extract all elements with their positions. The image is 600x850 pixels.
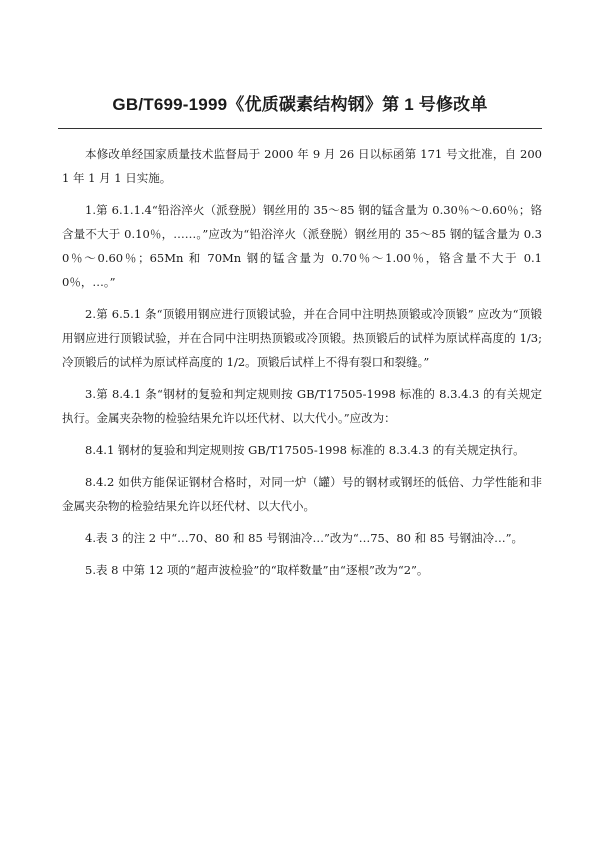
clause-8-4-2: 8.4.2 如供方能保证钢材合格时，对同一炉（罐）号的钢材或钢坯的低倍、力学性能和非金属夹杂物的检验结果允许以坯代材、以大代小。	[62, 475, 542, 513]
amendment-item-1: 1.第 6.1.1.4“铅浴淬火（派登脱）钢丝用的 35～85 钢的锰含量为 0.30％～0.60％；铬含量不大于 0.10％，……。”应改为“铅浴淬火（派登脱）钢丝用的 35～85 钢的锰含量为 0.30％～0.60％；65Mn 和 70Mn 钢的锰含量为 0.70％～1.00％，铬含量不大于 0.10％，…。”	[62, 203, 542, 289]
amendment-item-5: 5.表 8 中第 12 项的“超声波检验”的“取样数量”由“逐根”改为“2”。	[85, 563, 429, 577]
amendment-item-4: 4.表 3 的注 2 中“…70、80 和 85 号钢油冷…”改为“…75、80 和 85 号钢油冷…”。	[85, 531, 523, 545]
clause-8-4-1: 8.4.1 钢材的复验和判定规则按 GB/T17505-1998 标准的 8.3.4.3 的有关规定执行。	[85, 443, 525, 457]
title-divider	[58, 128, 542, 129]
document-body	[62, 142, 542, 590]
amendment-item-3: 3.第 8.4.1 条“钢材的复验和判定规则按 GB/T17505-1998 标准的 8.3.4.3 的有关规定执行。金属夹杂物的检验结果允许以坯代材、以大代小。”应改为：	[62, 387, 542, 425]
amendment-item-2: 2.第 6.5.1 条“顶锻用钢应进行顶锻试验，并在合同中注明热顶锻或冷顶锻” 应改为“顶锻用钢应进行顶锻试验，并在合同中注明热顶锻或冷顶锻。热顶锻后的试样为原试样高度的 1/3;冷顶锻后的试样为原试样高度的 1/2。顶锻后试样上不得有裂口和裂缝。”	[62, 307, 542, 369]
intro-paragraph: 本修改单经国家质量技术监督局于 2000 年 9 月 26 日以标函第 171 号文批准，自 2001 年 1 月 1 日实施。	[62, 147, 542, 185]
document-title: GB/T699-1999《优质碳素结构钢》第 1 号修改单	[112, 95, 488, 114]
